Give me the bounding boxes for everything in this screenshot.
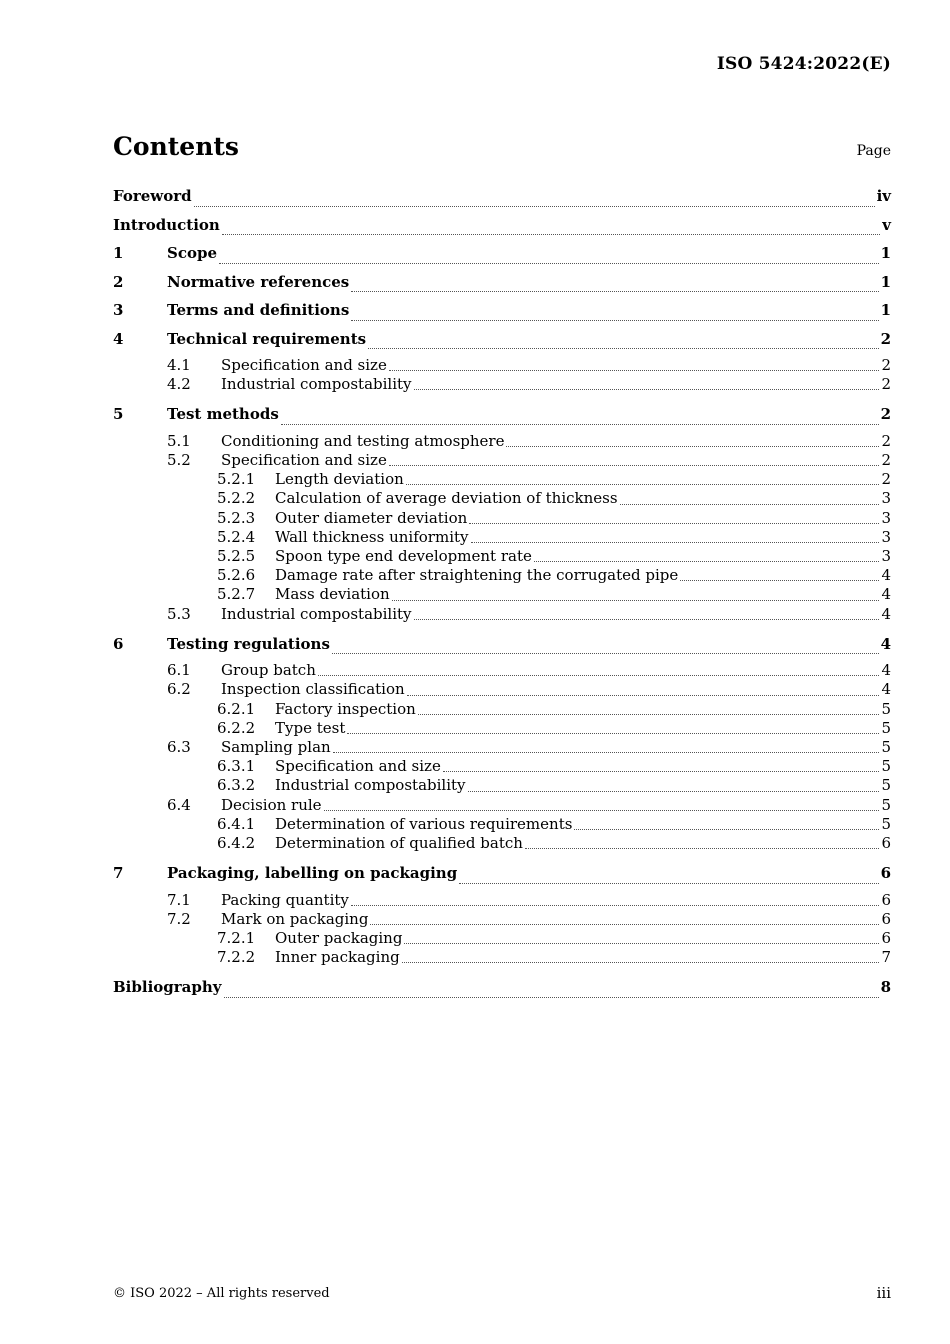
toc-entry-page: 6 — [881, 890, 891, 909]
dot-leader — [525, 848, 880, 849]
toc-entry[interactable] — [113, 242, 891, 271]
toc-entry-title: Packaging, labelling on packaging — [167, 864, 458, 883]
toc-entry-page: 2 — [881, 470, 891, 489]
toc-entry-title: Wall thickness uniformity — [275, 527, 469, 546]
toc-entry-page: 3 — [881, 527, 891, 546]
toc-entry-title: Outer packaging — [275, 929, 403, 947]
dot-leader — [406, 484, 880, 485]
toc-entry-page: 6 — [881, 833, 891, 852]
footer-page-number: iii — [876, 1284, 891, 1302]
toc-entry-title: Specification and size — [221, 356, 387, 374]
toc-entry-title: Inner packaging — [275, 948, 400, 967]
toc-entry-page: iv — [876, 187, 891, 205]
dot-leader — [351, 905, 880, 906]
toc-entry-page: 4 — [880, 634, 891, 653]
toc-entry-page: 1 — [880, 244, 891, 262]
toc-entry-page: 2 — [881, 451, 891, 470]
toc-entry-number: 5.2.1 — [217, 470, 256, 489]
toc-entry-number: 5.2.6 — [217, 566, 256, 585]
toc-entry-page: 3 — [881, 547, 891, 565]
toc-entry-page: 8 — [880, 978, 891, 997]
toc-entry-number: 6.2 — [167, 680, 191, 699]
toc-entry[interactable] — [113, 509, 891, 528]
toc-entry[interactable] — [113, 451, 891, 470]
toc-entry-title: Test methods — [167, 405, 279, 424]
toc-entry-title: Introduction — [113, 215, 220, 234]
toc-entry[interactable] — [113, 976, 891, 1005]
toc-entry[interactable] — [113, 271, 891, 300]
dot-leader — [414, 619, 880, 620]
toc-entry-page: 4 — [881, 604, 891, 623]
dot-leader — [402, 962, 880, 963]
toc-entry[interactable] — [113, 834, 891, 853]
toc-entry-number: 5 — [113, 405, 124, 424]
toc-entry-number: 5.2.2 — [217, 489, 256, 508]
toc-entry[interactable] — [113, 328, 891, 357]
toc-entry-page: 5 — [881, 718, 891, 737]
toc-entry[interactable] — [113, 929, 891, 948]
toc-entry-page: 2 — [880, 405, 891, 424]
toc-entry-page: 4 — [881, 661, 891, 680]
toc-entry-number: 5.3 — [167, 604, 191, 623]
toc-entry-page: 4 — [881, 566, 891, 585]
toc-entry-number: 5.2.4 — [217, 527, 256, 546]
toc-entry-number: 4 — [113, 329, 124, 348]
toc-entry[interactable] — [113, 661, 891, 680]
toc-entry-title: Spoon type end development rate — [275, 547, 532, 565]
toc-entry[interactable] — [113, 185, 891, 214]
toc-entry[interactable] — [113, 738, 891, 757]
contents-title: Contents — [113, 132, 240, 161]
dot-leader — [418, 714, 880, 715]
dot-leader — [404, 943, 879, 944]
dot-leader — [370, 924, 879, 925]
dot-leader — [468, 791, 880, 792]
toc-entry[interactable] — [113, 585, 891, 604]
toc-entry[interactable] — [113, 757, 891, 776]
toc-entry[interactable] — [113, 403, 891, 432]
toc-entry[interactable] — [113, 299, 891, 328]
toc-entry-number: 7.1 — [167, 890, 191, 909]
toc-entry-page: 2 — [880, 329, 891, 348]
toc-entry-title: Technical requirements — [167, 329, 367, 348]
toc-entry-page: 5 — [881, 795, 891, 814]
toc-entry[interactable] — [113, 910, 891, 929]
toc-entry-page: 5 — [881, 776, 891, 795]
toc-entry[interactable] — [113, 356, 891, 375]
toc-entry[interactable] — [113, 891, 891, 910]
toc-entry-number: 6.3.1 — [217, 757, 256, 776]
toc-entry-title: Mark on packaging — [221, 909, 369, 928]
toc-entry[interactable] — [113, 547, 891, 566]
dot-leader — [324, 810, 880, 811]
toc-entry[interactable] — [113, 375, 891, 394]
toc-entry-title: Damage rate after straightening the corrugated pipe — [275, 566, 679, 585]
dot-leader — [389, 370, 880, 371]
toc-entry[interactable] — [113, 214, 891, 243]
toc-entry-number: 7 — [113, 864, 124, 883]
toc-entry-title: Decision rule — [221, 795, 322, 814]
toc-entry[interactable] — [113, 948, 891, 967]
toc-entry-page: 2 — [881, 431, 891, 450]
toc-entry[interactable] — [113, 796, 891, 815]
dot-leader — [347, 733, 879, 734]
toc-entry-number: 5.2.3 — [217, 508, 256, 527]
toc-entry-page: 1 — [880, 272, 891, 291]
toc-entry-page: 1 — [880, 301, 891, 319]
toc-entry-title: Industrial compostability — [275, 776, 466, 795]
toc-entry-page: 2 — [881, 375, 891, 394]
toc-entry-page: v — [882, 215, 891, 234]
toc-entry-number: 5.1 — [167, 431, 191, 450]
toc-entry[interactable] — [113, 470, 891, 489]
toc-entry[interactable] — [113, 862, 891, 891]
table-of-contents — [113, 185, 891, 1005]
toc-entry-page: 5 — [881, 738, 891, 756]
toc-entry-title: Terms and definitions — [167, 301, 350, 319]
toc-entry-number: 6.4.2 — [217, 833, 256, 852]
dot-leader — [222, 234, 880, 235]
toc-entry[interactable] — [113, 566, 891, 585]
dot-leader — [332, 653, 879, 654]
toc-entry[interactable] — [113, 815, 891, 834]
dot-leader — [471, 542, 880, 543]
dot-leader — [574, 829, 879, 830]
toc-entry-title: Packing quantity — [221, 890, 349, 909]
dot-leader — [506, 446, 879, 447]
toc-entry-number: 1 — [113, 244, 124, 262]
toc-entry-page: 4 — [881, 680, 891, 699]
toc-entry[interactable] — [113, 432, 891, 451]
dot-leader — [194, 206, 875, 207]
toc-entry-page: 5 — [881, 699, 891, 718]
toc-entry-number: 5.2.7 — [217, 585, 256, 604]
toc-entry-number: 6.3 — [167, 738, 191, 756]
dot-leader — [459, 883, 878, 884]
toc-entry-number: 6.4.1 — [217, 814, 256, 833]
toc-entry-page: 4 — [881, 585, 891, 604]
toc-entry-number: 4.1 — [167, 356, 191, 374]
toc-entry[interactable] — [113, 489, 891, 508]
toc-entry-number: 6.3.2 — [217, 776, 256, 795]
toc-entry-page: 3 — [881, 508, 891, 527]
toc-entry[interactable] — [113, 605, 891, 624]
toc-entry-title: Type test — [275, 718, 346, 737]
toc-entry-page: 6 — [881, 909, 891, 928]
toc-entry-number: 5.2.5 — [217, 547, 256, 565]
toc-entry-number: 3 — [113, 301, 124, 319]
toc-entry-page: 3 — [881, 489, 891, 508]
dot-leader — [392, 600, 880, 601]
toc-entry-number: 6.1 — [167, 661, 191, 680]
dot-leader — [680, 580, 879, 581]
dot-leader — [368, 348, 878, 349]
footer-copyright: © ISO 2022 – All rights reserved — [113, 1286, 330, 1301]
dot-leader — [318, 675, 880, 676]
toc-entry[interactable] — [113, 719, 891, 738]
dot-leader — [281, 424, 879, 425]
toc-entry-page: 5 — [881, 757, 891, 776]
toc-entry-number: 6 — [113, 634, 124, 653]
dot-leader — [351, 291, 878, 292]
toc-entry-title: Normative references — [167, 272, 350, 291]
toc-entry[interactable] — [113, 680, 891, 699]
toc-entry-number: 6.2.1 — [217, 699, 256, 718]
toc-entry-title: Testing regulations — [167, 634, 330, 653]
dot-leader — [534, 561, 880, 562]
dot-leader — [333, 752, 880, 753]
toc-entry[interactable] — [113, 776, 891, 795]
toc-entry-title: Mass deviation — [275, 585, 390, 604]
toc-entry-title: Length deviation — [275, 470, 404, 489]
toc-entry-page: 2 — [881, 356, 891, 374]
toc-entry-number: 6.4 — [167, 795, 191, 814]
dot-leader — [224, 997, 879, 998]
dot-leader — [443, 771, 880, 772]
toc-entry-page: 6 — [881, 929, 891, 947]
toc-entry-number: 2 — [113, 272, 124, 291]
toc-entry-number: 6.2.2 — [217, 718, 256, 737]
dot-leader — [620, 504, 880, 505]
toc-entry-number: 7.2.2 — [217, 948, 256, 967]
dot-leader — [469, 523, 879, 524]
toc-entry-title: Inspection classification — [221, 680, 405, 699]
toc-entry-number: 7.2.1 — [217, 929, 256, 947]
toc-entry-title: Specification and size — [275, 757, 441, 776]
toc-entry-title: Industrial compostability — [221, 375, 412, 394]
dot-leader — [407, 695, 880, 696]
toc-entry-page: 5 — [881, 814, 891, 833]
toc-entry-title: Determination of qualified batch — [275, 833, 523, 852]
document-id-header: ISO 5424:2022(E) — [716, 54, 891, 74]
toc-entry-title: Outer diameter deviation — [275, 508, 468, 527]
dot-leader — [219, 263, 879, 264]
toc-entry-title: Calculation of average deviation of thickness — [275, 489, 618, 508]
toc-entry-title: Group batch — [221, 661, 316, 680]
toc-entry[interactable] — [113, 700, 891, 719]
dot-leader — [414, 389, 880, 390]
toc-entry-page: 6 — [880, 864, 891, 883]
toc-entry-title: Conditioning and testing atmosphere — [221, 431, 505, 450]
toc-entry-number: 5.2 — [167, 451, 191, 470]
toc-entry-title: Scope — [167, 244, 218, 262]
toc-entry-number: 7.2 — [167, 909, 191, 928]
dot-leader — [389, 465, 880, 466]
toc-entry-page: 7 — [881, 948, 891, 967]
toc-entry-title: Foreword — [113, 187, 192, 205]
toc-entry-title: Sampling plan — [221, 738, 331, 756]
toc-entry-title: Determination of various requirements — [275, 814, 573, 833]
toc-entry-title: Factory inspection — [275, 699, 416, 718]
toc-entry-title: Bibliography — [113, 978, 222, 997]
page-column-label: Page — [856, 143, 891, 159]
toc-entry-title: Industrial compostability — [221, 604, 412, 623]
toc-entry-title: Specification and size — [221, 451, 387, 470]
toc-entry[interactable] — [113, 528, 891, 547]
toc-entry-number: 4.2 — [167, 375, 191, 394]
toc-entry[interactable] — [113, 633, 891, 662]
dot-leader — [351, 320, 878, 321]
